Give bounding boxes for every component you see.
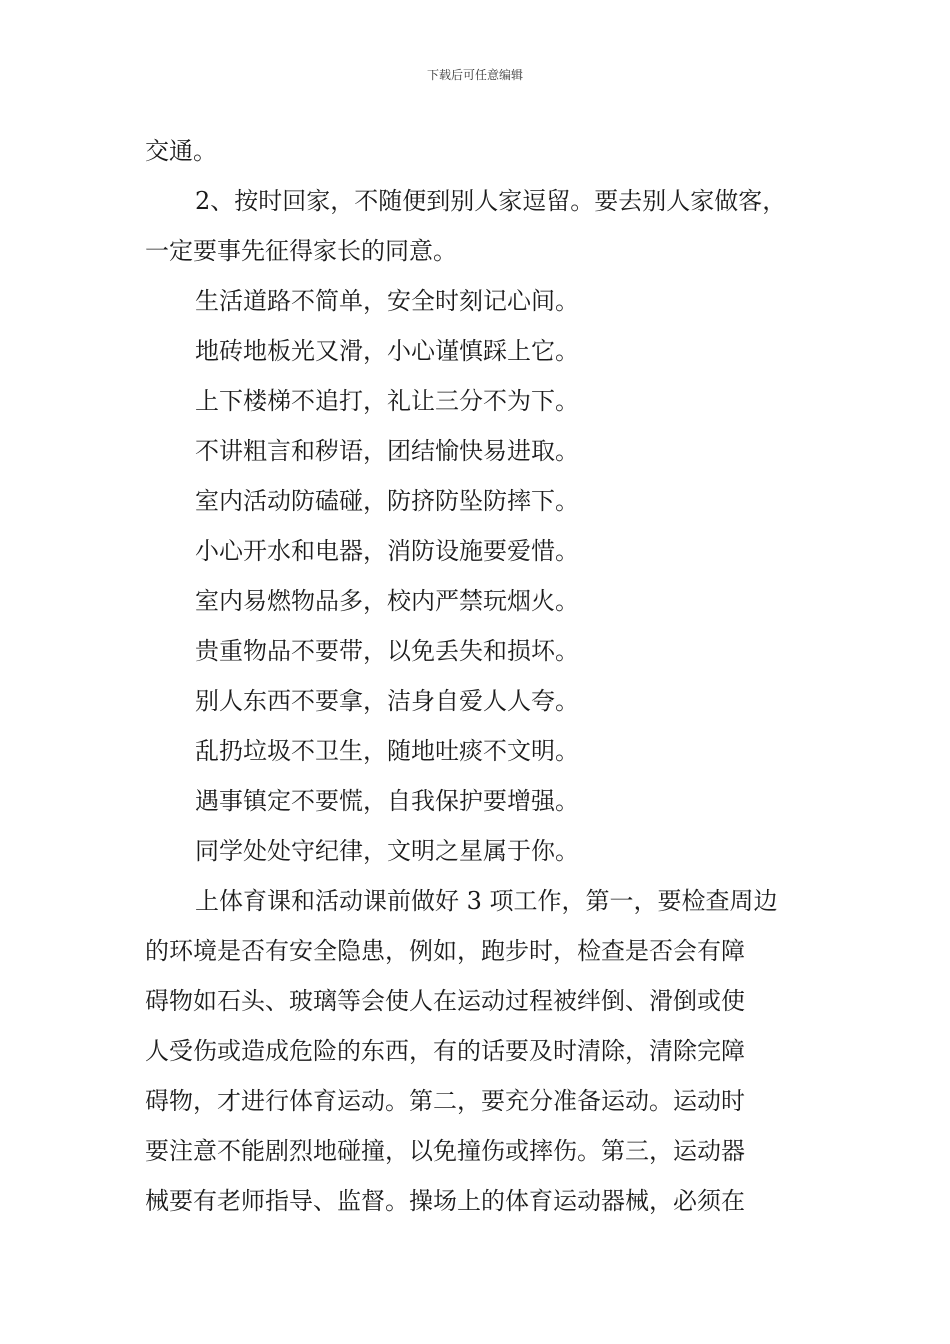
poem-line: 地砖地板光又滑，小心谨慎踩上它。 bbox=[195, 337, 579, 365]
poem-line: 室内易燃物品多，校内严禁玩烟火。 bbox=[195, 587, 579, 615]
poem-line: 别人东西不要拿，洁身自爱人人夸。 bbox=[195, 687, 579, 715]
text-line: 人受伤或造成危险的东西，有的话要及时清除，清除完障 bbox=[145, 1037, 745, 1065]
poem-line: 乱扔垃圾不卫生，随地吐痰不文明。 bbox=[195, 737, 579, 765]
text-line: 2、按时回家，不随便到别人家逗留。要去别人家做客， bbox=[195, 187, 787, 215]
poem-line: 贵重物品不要带，以免丢失和损坏。 bbox=[195, 637, 579, 665]
poem-line: 同学处处守纪律，文明之星属于你。 bbox=[195, 837, 579, 865]
text-line: 械要有老师指导、监督。操场上的体育运动器械，必须在 bbox=[145, 1187, 745, 1215]
text-line: 交通。 bbox=[145, 137, 217, 165]
page-header: 下载后可任意编辑 bbox=[426, 68, 523, 82]
poem-line: 不讲粗言和秽语，团结愉快易进取。 bbox=[195, 437, 579, 465]
poem-line: 室内活动防磕碰，防挤防坠防摔下。 bbox=[195, 487, 579, 515]
text-line: 要注意不能剧烈地碰撞，以免撞伤或摔伤。第三，运动器 bbox=[145, 1137, 745, 1165]
text-line: 碍物如石头、玻璃等会使人在运动过程被绊倒、滑倒或使 bbox=[145, 987, 745, 1015]
poem-line: 上下楼梯不追打，礼让三分不为下。 bbox=[195, 387, 579, 415]
poem-line: 小心开水和电器，消防设施要爱惜。 bbox=[195, 537, 579, 565]
document-body bbox=[145, 126, 810, 1226]
poem-line: 生活道路不简单，安全时刻记心间。 bbox=[195, 287, 579, 315]
text-line: 一定要事先征得家长的同意。 bbox=[145, 237, 457, 265]
text-line: 碍物，才进行体育运动。第二，要充分准备运动。运动时 bbox=[145, 1087, 745, 1115]
text-line: 的环境是否有安全隐患，例如，跑步时，检查是否会有障 bbox=[145, 937, 745, 965]
poem-line: 遇事镇定不要慌，自我保护要增强。 bbox=[195, 787, 579, 815]
text-line: 上体育课和活动课前做好 3 项工作，第一，要检查周边 bbox=[195, 887, 778, 915]
